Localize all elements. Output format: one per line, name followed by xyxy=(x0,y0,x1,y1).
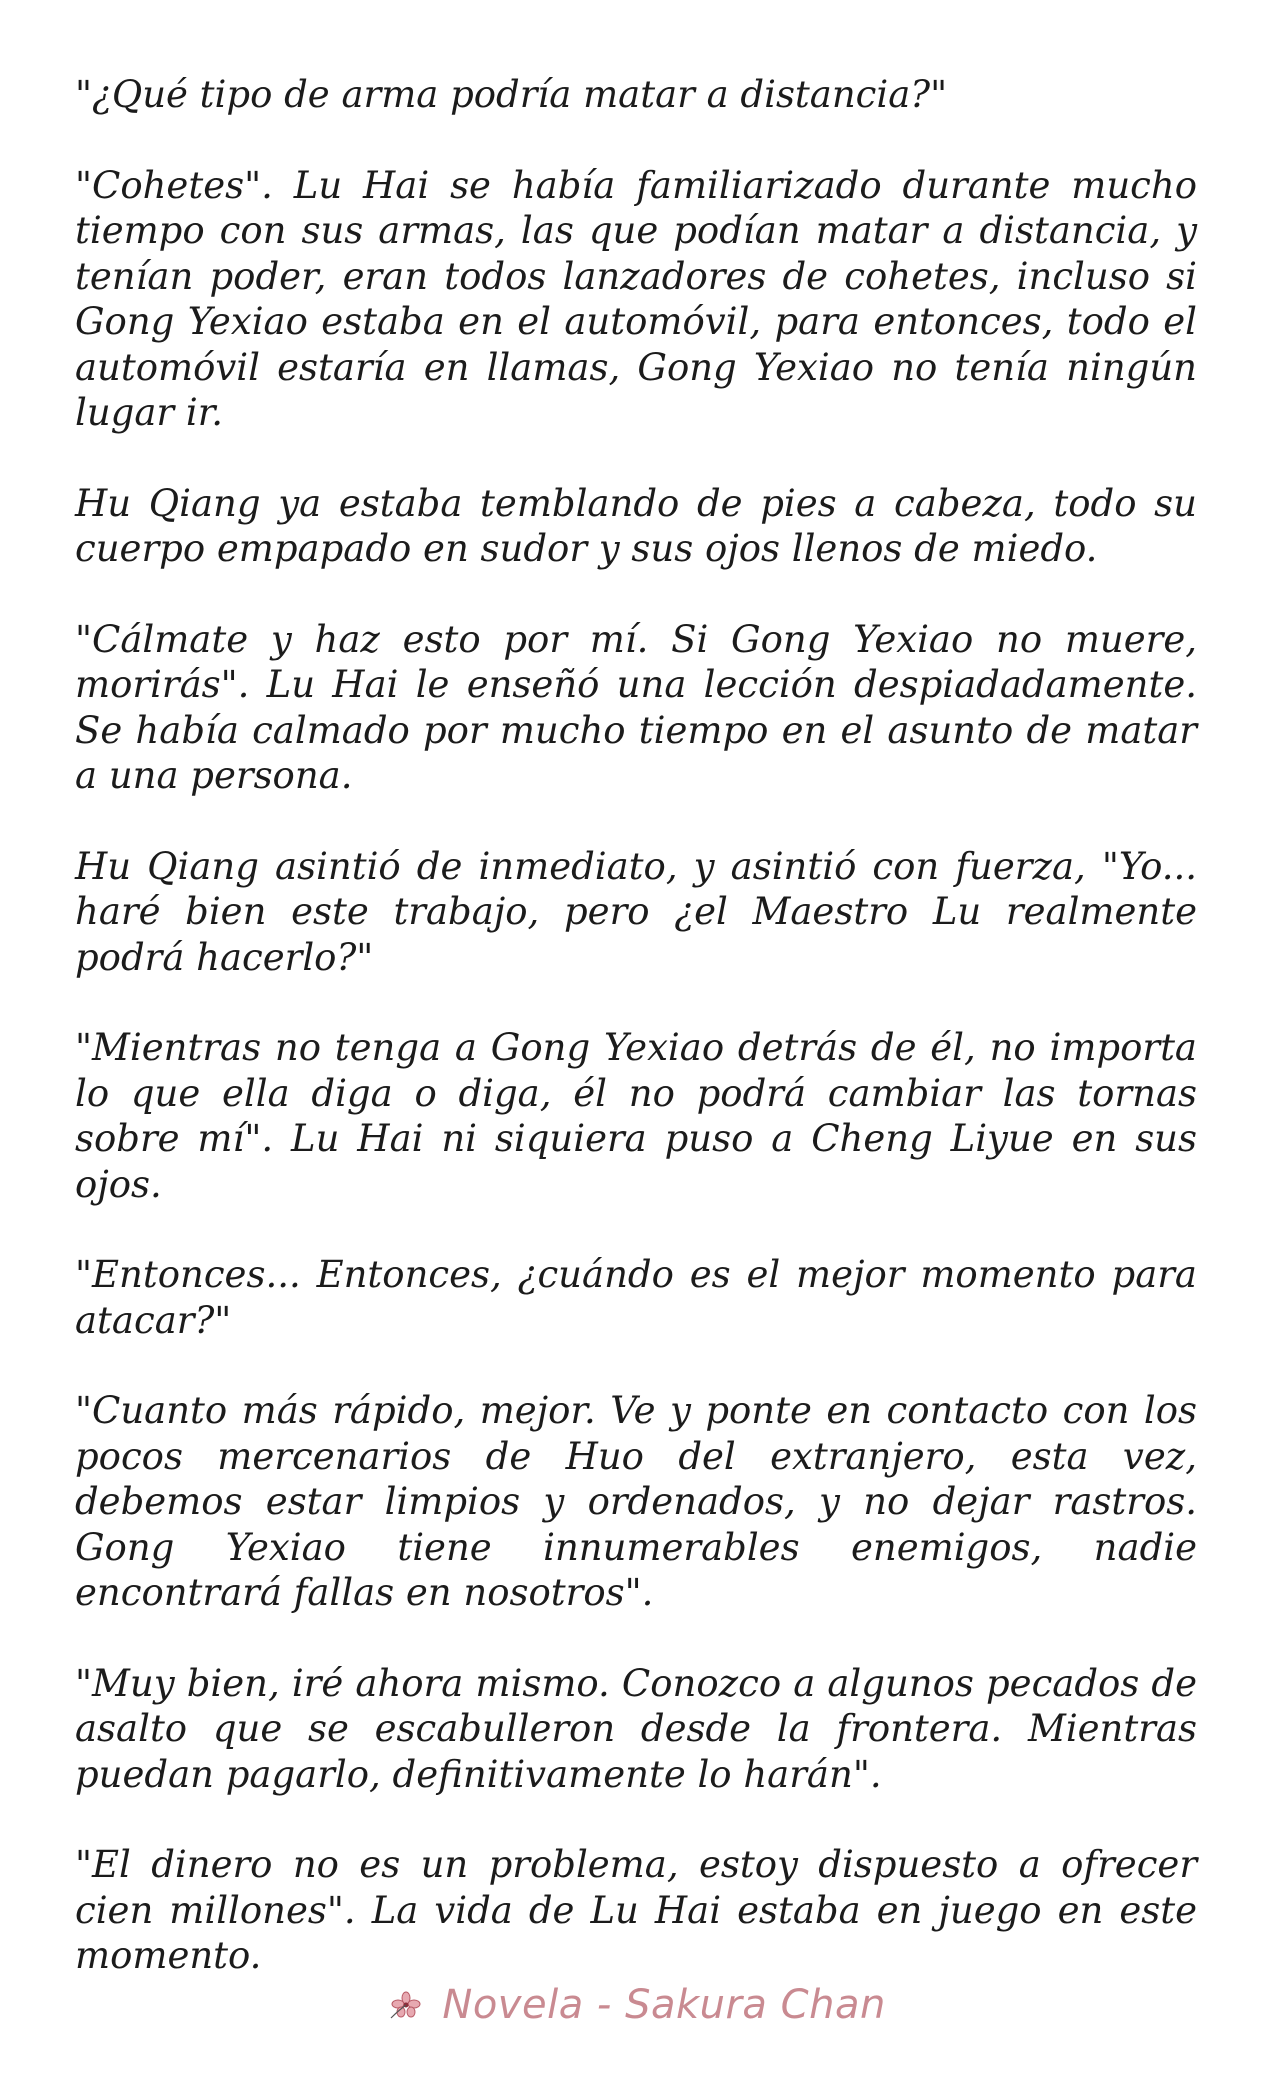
paragraph-10: "El dinero no es un problema, estoy dispuesto a ofrecer cien millones". La vida de Lu Hai estaba en juego en este momento. xyxy=(75,1843,1197,1977)
paragraph-5: Hu Qiang asintió de inmediato, y asintió con fuerza, "Yo... haré bien este trabajo, pero ¿el Maestro Lu realmente podrá hacerlo?" xyxy=(75,844,1197,979)
paragraph-2: "Cohetes". Lu Hai se había familiarizado durante mucho tiempo con sus armas, las que podían matar a distancia, y tenían poder, eran todos lanzadores de cohetes, incluso si Gong Yexiao estaba en el automóvil, para entonces, todo el automóvil estaría en llamas, Gong Yexiao no tenía ningún lugar ir. xyxy=(75,163,1197,434)
paragraph-7: "Entonces... Entonces, ¿cuándo es el mejor momento para atacar?" xyxy=(75,1253,1197,1342)
paragraph-6: "Mientras no tenga a Gong Yexiao detrás de él, no importa lo que ella diga o diga, él no podrá cambiar las tornas sobre mí". Lu Hai ni siquiera puso a Cheng Liyue en sus ojos. xyxy=(75,1026,1197,1206)
watermark-text: Novela - Sakura Chan xyxy=(442,1982,886,2028)
paragraph-8: "Cuanto más rápido, mejor. Ve y ponte en contacto con los pocos mercenarios de Huo del extranjero, esta vez, debemos estar limpios y ordenados, y no dejar rastros. Gong Yexiao tiene innumerables enemigos, nadie encontrará fallas en nosotros". xyxy=(75,1389,1197,1614)
paragraph-3: Hu Qiang ya estaba temblando de pies a cabeza, todo su cuerpo empapado en sudor y sus ojos llenos de miedo. xyxy=(75,481,1197,570)
paragraph-1: "¿Qué tipo de arma podría matar a distancia?" xyxy=(75,73,948,116)
paragraph-4: "Cálmate y haz esto por mí. Si Gong Yexiao no muere, morirás". Lu Hai le enseñó una lección despiadadamente. Se había calmado por mucho tiempo en el asunto de matar a una persona. xyxy=(75,617,1197,797)
watermark xyxy=(0,1982,1275,2030)
sakura-flower-icon xyxy=(389,1984,423,2030)
paragraph-9: "Muy bien, iré ahora mismo. Conozco a algunos pecados de asalto que se escabulleron desde la frontera. Mientras puedan pagarlo, definitivamente lo harán". xyxy=(75,1661,1197,1796)
